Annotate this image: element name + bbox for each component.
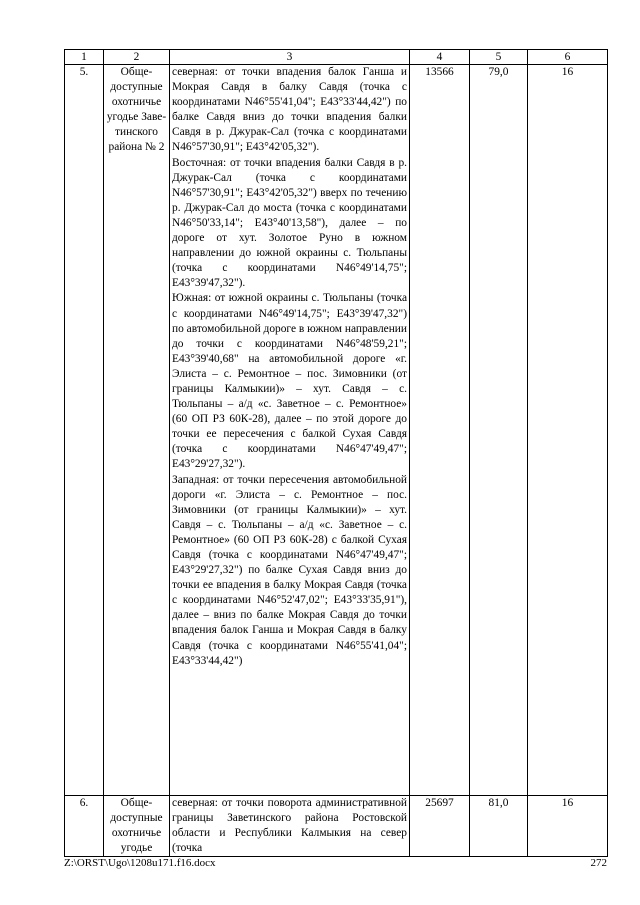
- area-value: 13566: [410, 65, 470, 796]
- column-header: 4: [410, 50, 470, 65]
- table-header-row: [65, 50, 608, 65]
- density-value: 16: [528, 796, 608, 857]
- page-footer: [64, 857, 607, 869]
- column-header: 6: [528, 50, 608, 65]
- boundary-description: [170, 65, 410, 796]
- boundary-description: [170, 796, 410, 857]
- row-number: 5.: [65, 65, 104, 796]
- column-header: 2: [104, 50, 170, 65]
- boundary-west: Западная: от точки пересечения автомобильной дороги «г. Элиста – с. Ремонтное – пос. Зимовники (от границы Калмыкии)» – хут. Савдя – с. Тюльпаны – а/д «с. Заветное – с. Ремонтное» (60 ОП РЗ 60К-28) с балкой Сухая Савдя (точка с координатами N46°47'49,47"; E43°29'27,32") по балке Сухая Савдя вниз до точки ее впадения в балку Мокрая Савдя (точка с координатами N46°52'47,02"; E43°33'35,91"), далее – вниз по балке Мокрая Савдя до точки впадения балок Ганша и Мокрая Савдя в балку Савдя (точка с координатами N46°55'41,04"; E43°33'44,42"): [172, 473, 407, 667]
- boundary-east: Восточная: от точки впадения балки Савдя в р. Джурак-Сал (точка с координатами N46°57'30,91"; E43°42'05,32") вверх по течению р. Джурак-Сал до моста (точка с координатами N46°50'33,14"; E43°40'13,58"), далее – по дороге от хут. Золотое Руно в южном направлении до южной окраины с. Тюльпаны (точка с координатами N46°49'14,75"; E43°39'47,32").: [172, 156, 407, 290]
- forest-value: 79,0: [470, 65, 528, 796]
- page-number: 272: [590, 857, 607, 869]
- column-header: 5: [470, 50, 528, 65]
- boundary-north: северная: от точки поворота административной границы Заветинского района Ростовской области и Республики Калмыкия на север (точка: [172, 797, 407, 855]
- forest-value: 81,0: [470, 796, 528, 857]
- hunting-grounds-table: [64, 49, 608, 857]
- table-row: [65, 796, 608, 857]
- row-number: 6.: [65, 796, 104, 857]
- file-path: Z:\ORST\Ugo\1208u171.f16.docx: [64, 857, 216, 869]
- ground-name: Обще-доступные охотничье угодье Заве-тинского района № 2: [104, 65, 170, 796]
- boundary-north: северная: от точки впадения балок Ганша и Мокрая Савдя в балку Савдя (точка с координатами N46°55'41,04"; E43°33'44,42") по балке Савдя вниз до точки впадения балки Савдя в р. Джурак-Сал (точка с координатами N46°57'30,91"; E43°42'05,32").: [172, 66, 407, 154]
- area-value: 25697: [410, 796, 470, 857]
- ground-name: Обще-доступные охотничье угодье: [104, 796, 170, 857]
- column-header: 3: [170, 50, 410, 65]
- density-value: 16: [528, 65, 608, 796]
- table-row: [65, 65, 608, 796]
- boundary-south: Южная: от южной окраины с. Тюльпаны (точка с координатами N46°49'14,75"; E43°39'47,32") по автомобильной дороге в южном направлении до точки с координатами N46°48'59,21"; E43°39'40,68" на автомобильной дороге «г. Элиста – с. Ремонтное – пос. Зимовники (от границы Калмыкии)» – хут. Савдя – с. Тюльпаны – а/д «с. Заветное – с. Ремонтное» (60 ОП РЗ 60К-28), далее – по этой дороге до точки ее пересечения с балкой Сухая Савдя (точка с координатами N46°47'49,47"; E43°29'27,32").: [172, 292, 407, 471]
- column-header: 1: [65, 50, 104, 65]
